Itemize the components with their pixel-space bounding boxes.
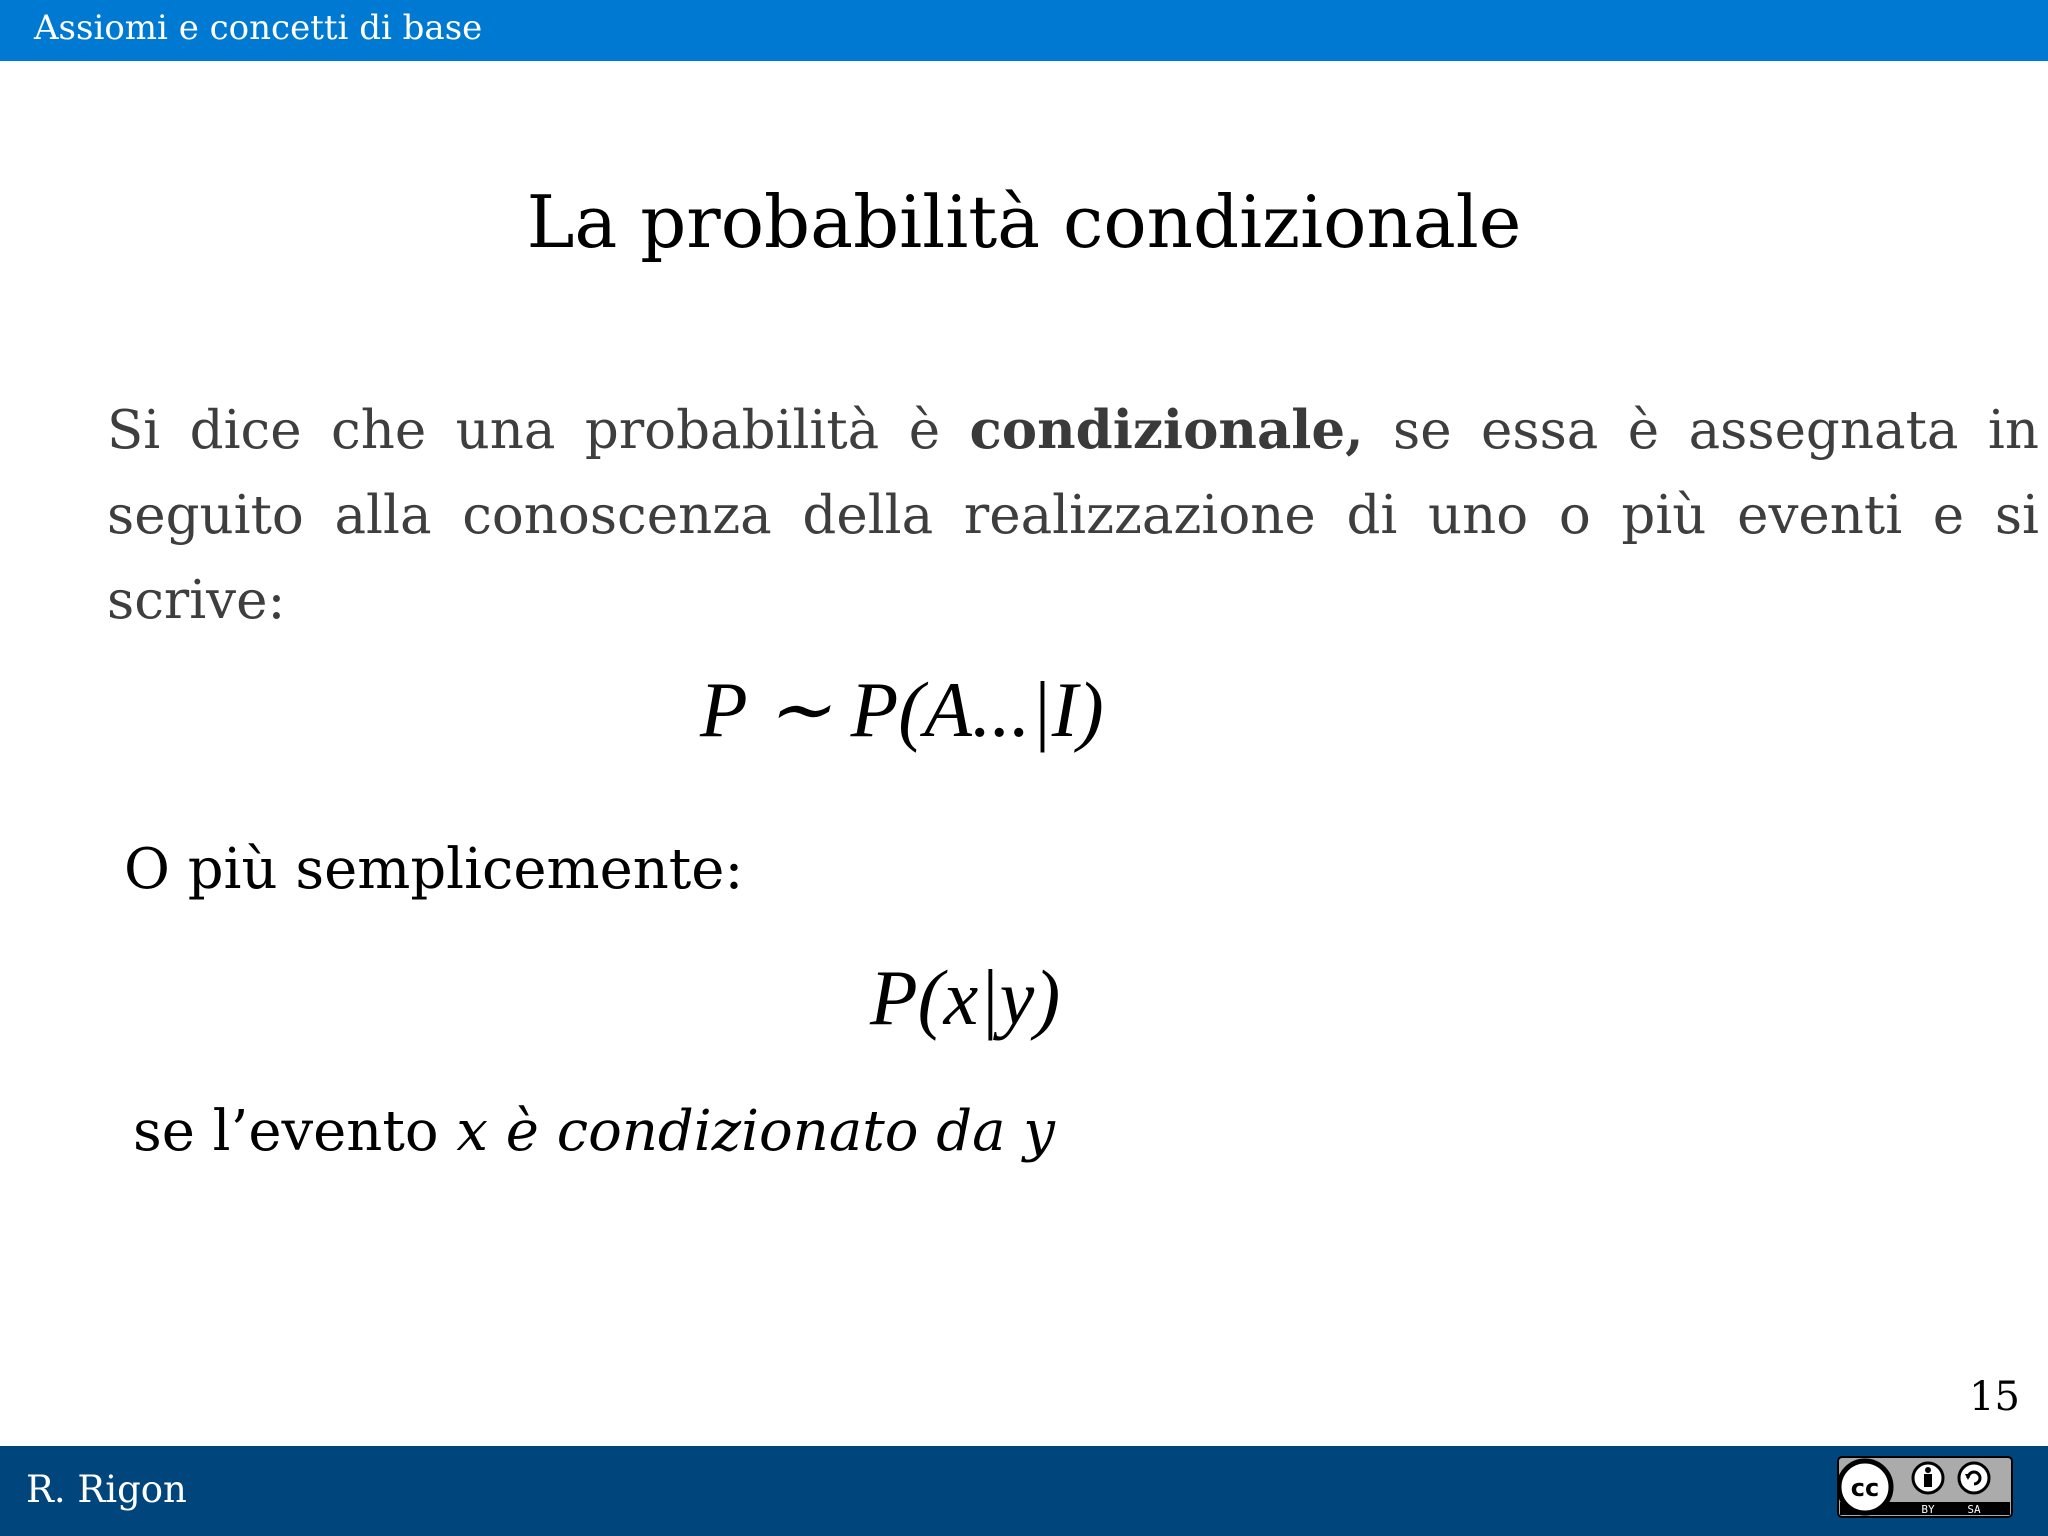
cc-by-sa-icon bbox=[1837, 1456, 2013, 1518]
paragraph-bold-term: condizionale, bbox=[969, 399, 1364, 461]
share-alike-icon bbox=[1959, 1463, 1989, 1493]
definition-paragraph bbox=[107, 388, 2039, 643]
variable-x: x bbox=[456, 1099, 488, 1164]
license-sa-label: SA bbox=[1967, 1503, 1981, 1516]
variable-y: y bbox=[1023, 1099, 1055, 1164]
license-by-label: BY bbox=[1921, 1503, 1935, 1516]
paragraph-text-start: Si dice che una probabilità è bbox=[107, 400, 970, 461]
slide-title: La probabilità condizionale bbox=[526, 180, 1522, 264]
svg-text:cc: cc bbox=[1850, 1474, 1880, 1502]
condition-explanation bbox=[133, 1092, 1055, 1172]
formula-general: P ∼ P(A...|I) bbox=[700, 666, 1104, 753]
condition-prefix: se l’evento bbox=[133, 1099, 457, 1164]
condition-middle: è condizionato da bbox=[488, 1099, 1024, 1164]
author-name: R. Rigon bbox=[26, 1468, 187, 1511]
paragraph-text-end: se essa è assegnata in seguito alla conoscenza della realizzazione di uno o più eventi e si scrive: bbox=[107, 400, 2039, 631]
footer-bar bbox=[0, 1446, 2048, 1536]
simpler-intro-text: O più semplicemente: bbox=[124, 837, 744, 902]
formula-simple: P(x|y) bbox=[870, 954, 1061, 1041]
section-title: Assiomi e concetti di base bbox=[34, 8, 483, 48]
page-number: 15 bbox=[1969, 1374, 2020, 1420]
